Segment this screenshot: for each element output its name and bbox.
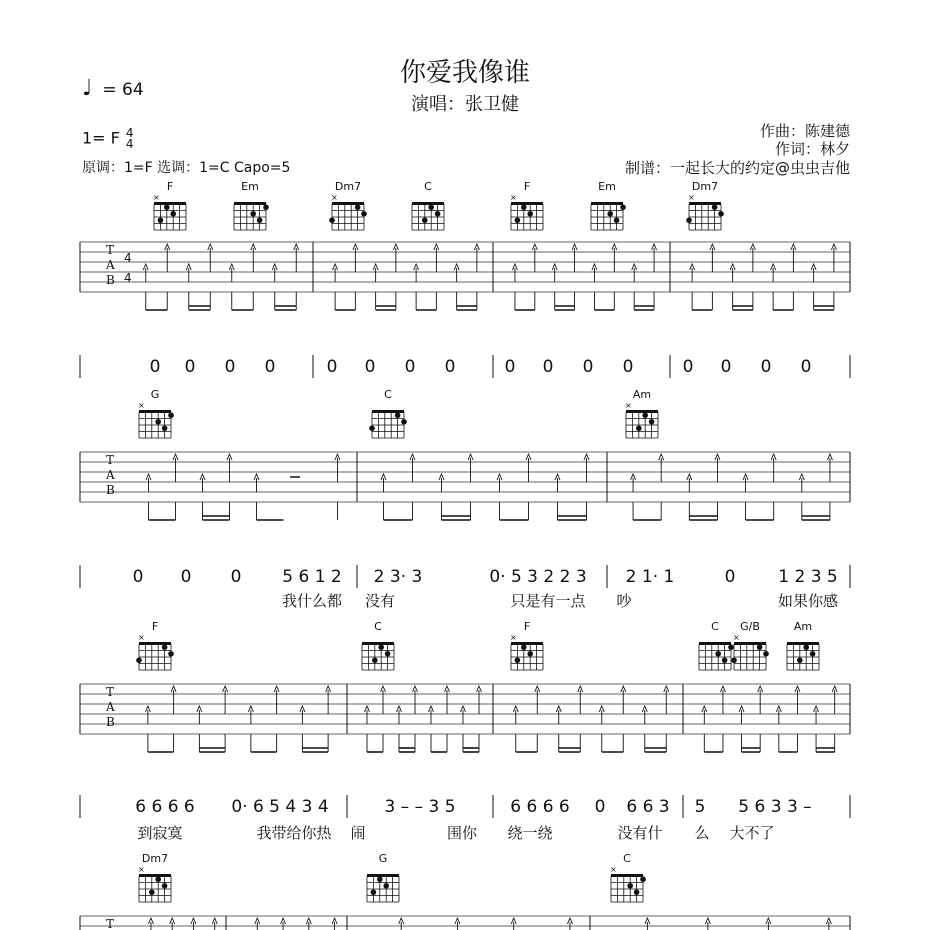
chord-diagram-c <box>362 620 394 670</box>
tab-clef-letter: T <box>106 243 115 257</box>
time-signature-digit: 4 <box>124 251 132 265</box>
jianpu-note: 0 <box>404 357 416 377</box>
chord-dot <box>371 889 377 895</box>
chord-nut <box>611 874 643 877</box>
chord-dot <box>722 657 728 663</box>
jianpu-note: 5 6 1 2 <box>282 567 342 587</box>
chord-nut <box>699 642 731 645</box>
chord-dot <box>763 651 769 657</box>
chord-dot <box>170 211 176 217</box>
chord-name: Am <box>632 388 652 401</box>
chord-nut <box>332 202 364 205</box>
chord-dot <box>614 217 620 223</box>
chord-nut <box>511 642 543 645</box>
chord-diagram-am <box>625 388 658 438</box>
tab-clef-letter: T <box>106 453 115 467</box>
tab-clef-letter: B <box>106 273 115 287</box>
tab-staff <box>80 452 850 520</box>
jianpu-note: 6 6 6 6 <box>510 797 570 817</box>
tab-staff <box>80 684 850 752</box>
chord-dot <box>155 876 161 882</box>
chord-name: C <box>374 620 382 633</box>
lyric-text: 我什么都 <box>281 592 343 610</box>
lyric-text: 吵 <box>616 592 632 610</box>
chord-dot <box>757 644 763 650</box>
lyric-text: 闹 <box>350 824 366 842</box>
lyric-text: 我带给你热 <box>256 824 332 842</box>
chord-diagram-dm7 <box>329 180 367 230</box>
lyric-text: 围你 <box>446 824 478 842</box>
chord-diagram-em <box>234 180 269 230</box>
singer-credit: 演唱：张卫健 <box>411 94 519 115</box>
chord-name: Em <box>241 180 259 193</box>
lyric-text: 只是有一点 <box>510 592 586 610</box>
jianpu-note: 0 <box>800 357 812 377</box>
lyric-text: 么 <box>694 824 710 842</box>
chord-dot <box>515 217 521 223</box>
chord-name: F <box>523 620 531 633</box>
chord-diagram-em <box>591 180 626 230</box>
song-title: 你爱我像谁 <box>399 58 530 88</box>
chord-dot <box>168 651 174 657</box>
chord-dot <box>715 651 721 657</box>
chord-dot <box>378 644 384 650</box>
jianpu-note: 0 <box>184 357 196 377</box>
jianpu-note: 0 <box>444 357 456 377</box>
chord-mute-mark: × <box>688 193 695 202</box>
lyric-text: 没有什 <box>617 824 663 842</box>
tab-clef-letter: A <box>106 700 115 714</box>
chord-nut <box>412 202 444 205</box>
chord-dot <box>731 657 737 663</box>
jianpu-note: 5 6 3 3 – <box>738 797 812 817</box>
chord-dot <box>728 644 734 650</box>
tab-clef-letter: A <box>106 468 115 482</box>
chord-dot <box>607 211 613 217</box>
lyric-text: 没有 <box>364 592 396 610</box>
chord-dot <box>649 419 655 425</box>
chord-dot <box>521 644 527 650</box>
chord-name: Dm7 <box>334 180 362 193</box>
chord-nut <box>139 874 171 877</box>
chord-dot <box>162 883 168 889</box>
tab-staff <box>80 916 850 930</box>
time-top: 4 <box>125 126 134 140</box>
chord-name: C <box>424 180 432 193</box>
jianpu-note: 0 <box>760 357 772 377</box>
tempo-value: = 64 <box>102 80 144 100</box>
chord-name: F <box>523 180 531 193</box>
chord-mute-mark: × <box>610 865 617 874</box>
jianpu-line <box>80 565 850 610</box>
chord-dot <box>257 217 263 223</box>
time-signature-digit: 4 <box>124 271 132 285</box>
chord-diagram-c <box>610 852 646 902</box>
chord-diagram-c <box>369 388 407 438</box>
chord-nut <box>139 410 171 413</box>
chord-dot <box>377 876 383 882</box>
chord-name: C <box>384 388 392 401</box>
chord-dot <box>329 217 335 223</box>
chord-dot <box>636 425 642 431</box>
chord-name: C <box>711 620 719 633</box>
chord-nut <box>234 202 266 205</box>
composer-credit: 作曲：陈建德 <box>759 122 850 140</box>
chord-dot <box>521 204 527 210</box>
chord-dot <box>372 657 378 663</box>
chord-dot <box>263 204 269 210</box>
chord-dot <box>158 217 164 223</box>
jianpu-note: 0 <box>622 357 634 377</box>
chord-diagram-dm7 <box>138 852 171 902</box>
arranger-credit: 制谱：一起长大的约定@虫虫吉他 <box>624 159 850 177</box>
jianpu-note: 0 <box>364 357 376 377</box>
tab-clef-letter: A <box>106 258 115 272</box>
chord-dot <box>797 657 803 663</box>
chord-mute-mark: × <box>138 401 145 410</box>
quarter-note-icon: ♩ <box>82 76 93 101</box>
chord-nut <box>734 642 766 645</box>
chord-dot <box>422 217 428 223</box>
chord-diagram-g <box>138 388 174 438</box>
chord-mute-mark: × <box>331 193 338 202</box>
chord-diagram-f <box>136 620 174 670</box>
chord-mute-mark: × <box>153 193 160 202</box>
jianpu-note: 0 <box>326 357 338 377</box>
jianpu-note: 3 – – 3 5 <box>384 797 456 817</box>
chord-nut <box>367 874 399 877</box>
jianpu-note: 0 <box>180 567 192 587</box>
chord-nut <box>372 410 404 413</box>
chord-diagram-g <box>367 852 399 902</box>
chord-nut <box>626 410 658 413</box>
chord-diagram-g-b <box>731 620 769 670</box>
tab-clef-letter: B <box>106 715 115 729</box>
jianpu-note: 0 <box>149 357 161 377</box>
jianpu-note: 2 1· 1 <box>625 567 675 587</box>
key-label: 1= F <box>82 128 120 148</box>
jianpu-note: 0 <box>504 357 516 377</box>
chord-name: Am <box>793 620 813 633</box>
chord-dot <box>149 889 155 895</box>
chord-dot <box>162 425 168 431</box>
chord-mute-mark: × <box>733 633 740 642</box>
chord-dot <box>515 657 521 663</box>
chord-dot <box>164 204 170 210</box>
chord-diagram-f <box>510 620 543 670</box>
jianpu-note: 0 <box>230 567 242 587</box>
chord-nut <box>511 202 543 205</box>
chord-dot <box>620 204 626 210</box>
chord-dot <box>383 883 389 889</box>
chord-mute-mark: × <box>138 865 145 874</box>
chord-dot <box>634 889 640 895</box>
jianpu-note: 0 <box>224 357 236 377</box>
chord-mute-mark: × <box>625 401 632 410</box>
chord-nut <box>689 202 721 205</box>
chord-dot <box>712 204 718 210</box>
lyric-text: 大不了 <box>729 824 775 842</box>
jianpu-note: 2 3· 3 <box>373 567 423 587</box>
chord-nut <box>787 642 819 645</box>
chord-dot <box>385 651 391 657</box>
jianpu-note: 0 <box>594 797 606 817</box>
chord-dot <box>361 211 367 217</box>
chord-name: G <box>150 388 160 401</box>
jianpu-note: 1 2 3 5 <box>778 567 838 587</box>
jianpu-note: 0 <box>582 357 594 377</box>
chord-dot <box>250 211 256 217</box>
tab-clef-letter: B <box>106 483 115 497</box>
chord-diagram-am <box>787 620 819 670</box>
chord-dot <box>810 651 816 657</box>
chord-nut <box>154 202 186 205</box>
lyric-text: 如果你感 <box>777 592 839 610</box>
lyric-text: 到寂寞 <box>137 824 183 842</box>
tab-clef-letter: T <box>106 917 115 930</box>
jianpu-note: 0 <box>724 567 736 587</box>
chord-mute-mark: × <box>138 633 145 642</box>
chord-mute-mark: × <box>510 633 517 642</box>
chord-nut <box>362 642 394 645</box>
chord-dot <box>395 412 401 418</box>
chord-name: Dm7 <box>691 180 719 193</box>
chord-dot <box>355 204 361 210</box>
jianpu-note: 0 <box>682 357 694 377</box>
tab-staff <box>80 242 850 310</box>
chord-diagram-f <box>153 180 186 230</box>
lyricist-credit: 作词：林夕 <box>774 140 850 158</box>
jianpu-line <box>80 355 850 378</box>
tab-clef-letter: T <box>106 685 115 699</box>
original-key-info: 原调：1=F 选调：1=C Capo=5 <box>82 160 291 176</box>
chord-dot <box>369 425 375 431</box>
jianpu-note: 0· 5 3 2 2 3 <box>489 567 587 587</box>
chord-nut <box>139 642 171 645</box>
jianpu-note: 6 6 3 <box>626 797 670 817</box>
chord-name: Dm7 <box>141 852 169 865</box>
chord-diagram-f <box>510 180 543 230</box>
chord-dot <box>155 419 161 425</box>
chord-dot <box>627 883 633 889</box>
chord-name: Em <box>598 180 616 193</box>
chord-dot <box>527 211 533 217</box>
chord-dot <box>435 211 441 217</box>
chord-name: G/B <box>740 620 760 633</box>
chord-nut <box>591 202 623 205</box>
jianpu-note: 5 <box>694 797 706 817</box>
jianpu-note: 0 <box>132 567 144 587</box>
jianpu-note: 0 <box>542 357 554 377</box>
jianpu-line <box>80 795 850 842</box>
chord-dot <box>162 644 168 650</box>
chord-dot <box>803 644 809 650</box>
chord-name: G <box>378 852 388 865</box>
chord-dot <box>428 204 434 210</box>
chord-dot <box>401 419 407 425</box>
chord-name: C <box>623 852 631 865</box>
chord-name: F <box>151 620 159 633</box>
jianpu-note: 0· 6 5 4 3 4 <box>231 797 329 817</box>
chord-dot <box>640 876 646 882</box>
chord-diagram-c <box>412 180 444 230</box>
chord-dot <box>718 211 724 217</box>
chord-name: F <box>166 180 174 193</box>
chord-dot <box>168 412 174 418</box>
lyric-text: 绕一绕 <box>507 824 553 842</box>
jianpu-note: 0 <box>720 357 732 377</box>
chord-dot <box>136 657 142 663</box>
chord-dot <box>642 412 648 418</box>
chord-mute-mark: × <box>510 193 517 202</box>
chord-dot <box>527 651 533 657</box>
chord-diagram-c <box>699 620 734 670</box>
jianpu-note: 0 <box>264 357 276 377</box>
chord-diagram-dm7 <box>686 180 724 230</box>
chord-dot <box>686 217 692 223</box>
time-bottom: 4 <box>125 137 134 151</box>
jianpu-note: 6 6 6 6 <box>135 797 195 817</box>
